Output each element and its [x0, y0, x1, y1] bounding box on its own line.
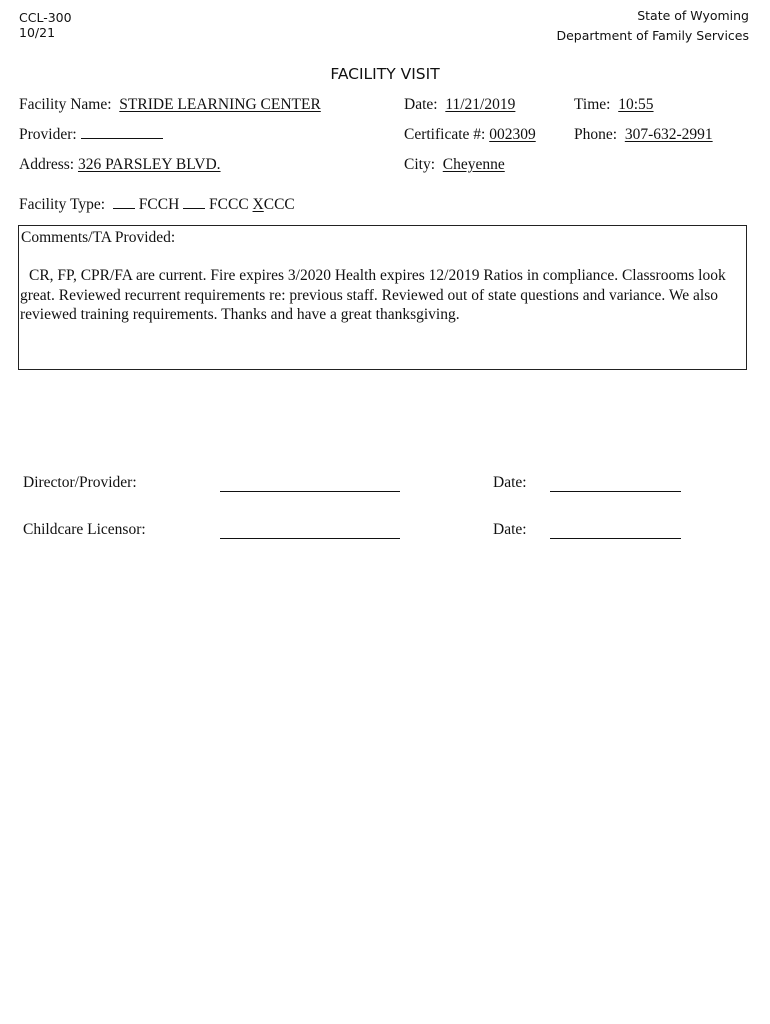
provider-value	[81, 126, 163, 139]
page-title: FACILITY VISIT	[330, 65, 440, 83]
city-field	[404, 156, 505, 174]
facility-type-label: Facility Type:	[19, 196, 106, 213]
provider-label: Provider:	[19, 126, 77, 143]
provider-field	[19, 126, 163, 144]
licensor-signature-label: Childcare Licensor:	[23, 521, 146, 538]
certificate-field	[404, 126, 536, 144]
fcch-checkbox-blank	[113, 196, 135, 209]
address-value: 326 PARSLEY BLVD.	[77, 156, 221, 173]
ccc-checkbox-mark: X	[252, 196, 264, 213]
director-date-line	[550, 491, 681, 492]
visit-date-field	[404, 96, 515, 114]
state-name: State of Wyoming	[637, 8, 749, 23]
director-signature-label: Director/Provider:	[23, 474, 137, 491]
visit-time-label: Time:	[574, 96, 611, 113]
visit-time-field	[574, 96, 654, 114]
comments-text: CR, FP, CPR/FA are current. Fire expires 3/2020 Health expires 12/2019 Ratios in compliance. Classrooms look great. Reviewed recurrent requirements re: previous staff. Reviewed out of state questions and variance. We also reviewed training requirements. Thanks and have a great thanksgiving.	[20, 267, 726, 323]
visit-time-value: 10:55	[618, 96, 654, 113]
facility-type-option: FCCC	[209, 196, 249, 213]
form-revision-date: 10/21	[19, 25, 56, 40]
licensor-date-line	[550, 538, 681, 539]
licensor-signature-line	[220, 538, 400, 539]
address-label: Address:	[19, 156, 75, 173]
department-name: Department of Family Services	[556, 28, 749, 43]
agency-block	[556, 6, 749, 46]
phone-field	[574, 126, 713, 144]
phone-value: 307-632-2991	[624, 126, 713, 143]
form-id-block	[19, 10, 72, 40]
facility-name-value: STRIDE LEARNING CENTER	[119, 96, 321, 113]
phone-label: Phone:	[574, 126, 618, 143]
visit-date-label: Date:	[404, 96, 438, 113]
facility-type-option: FCCH	[138, 196, 180, 213]
facility-type-option-selected: CCC	[263, 196, 295, 213]
form-code: CCL-300	[19, 10, 72, 25]
certificate-label: Certificate #:	[404, 126, 486, 143]
director-signature-line	[220, 491, 400, 492]
facility-name-field	[19, 96, 321, 114]
comments-label: Comments/TA Provided:	[21, 229, 176, 246]
city-value: Cheyenne	[442, 156, 505, 173]
certificate-value: 002309	[489, 126, 536, 143]
licensor-date-label: Date:	[493, 521, 527, 538]
fccc-checkbox-blank	[183, 196, 205, 209]
facility-name-label: Facility Name:	[19, 96, 112, 113]
comments-box	[18, 225, 747, 370]
address-field	[19, 156, 221, 174]
facility-type-field	[19, 196, 295, 214]
director-date-label: Date:	[493, 474, 527, 491]
visit-date-value: 11/21/2019	[445, 96, 516, 113]
city-label: City:	[404, 156, 436, 173]
